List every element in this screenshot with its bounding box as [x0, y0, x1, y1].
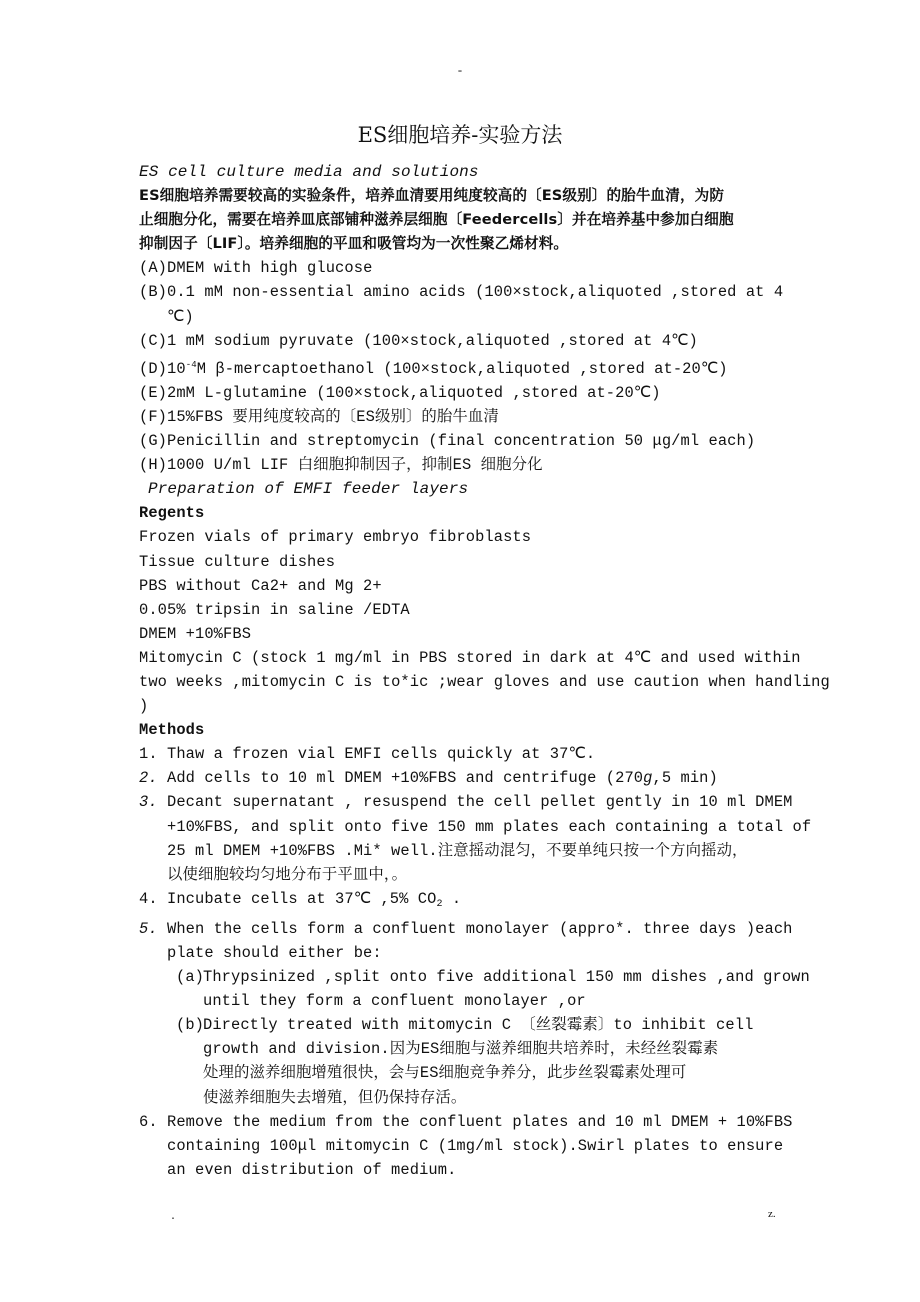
- method-step-2: 2. Add cells to 10 ml DMEM +10%FBS and centrifuge (270g,5 min): [139, 769, 718, 788]
- media-item-b: (B)0.1 mM non-essential amino acids (100×stock,aliquoted ,stored at 4: [139, 283, 784, 302]
- section-heading-feeder: Preparation of EMFI feeder layers: [148, 480, 469, 499]
- header-mark: -: [456, 64, 464, 78]
- methods-heading: Methods: [139, 721, 205, 740]
- media-item-g: (G)Penicillin and streptomycin (final concentration 50 μg/ml each): [139, 432, 756, 451]
- mitomycin-note: Mitomycin C (stock 1 mg/ml in PBS stored in dark at 4℃ and used within: [139, 648, 801, 667]
- mitomycin-note: two weeks ,mitomycin C is to*ic ;wear gloves and use caution when handling: [139, 672, 830, 691]
- method-step-5b-cont: 处理的滋养细胞增殖很快，会与ES细胞竞争养分，此步丝裂霉素处理可: [203, 1064, 687, 1083]
- method-step-6-cont: containing 100μl mitomycin C (1mg/ml stock).Swirl plates to ensure: [167, 1136, 784, 1155]
- method-step-3: 3. Decant supernatant , resuspend the cell pellet gently in 10 ml DMEM: [139, 793, 793, 812]
- method-step-4: 4. Incubate cells at 37℃ ,5% $CO_2$ .: [139, 889, 462, 910]
- method-step-5-cont: plate should either be:: [167, 944, 382, 962]
- document-body: [139, 160, 830, 1182]
- media-item-d: $(D)10^{-4}M$ β-mercaptoethanol (100×stock,aliquoted ,stored at-20℃): [139, 359, 728, 378]
- method-step-3-cont: 25 ml DMEM +10%FBS .Mi* well.注意摇动混匀，不要单纯只按一个方向摇动，: [167, 841, 748, 860]
- footer-left-mark: .: [170, 1212, 177, 1223]
- footer-right-mark: z.: [768, 1208, 776, 1220]
- media-item-a: (A)DMEM with high glucose: [139, 259, 373, 278]
- method-step-6-cont: an even distribution of medium.: [167, 1160, 457, 1179]
- method-step-5a-cont: until they form a confluent monolayer ,or: [203, 992, 586, 1011]
- section-heading-media: ES cell culture media and solutions: [139, 163, 479, 181]
- regent-item: Frozen vials of primary embryo fibroblasts: [139, 528, 532, 547]
- method-step-5b-cont: growth and division.因为ES细胞与滋养细胞共培养时，未经丝裂霉素: [203, 1040, 719, 1059]
- method-step-3-cont: 以使细胞较均匀地分布于平皿中，。: [167, 865, 408, 884]
- page-title: ES细胞培养-实验方法: [357, 123, 563, 147]
- regent-item: DMEM +10%FBS: [139, 624, 252, 643]
- media-item-f: (F)15%FBS 要用纯度较高的〔ES级别〕的胎牛血清: [139, 407, 499, 426]
- method-step-5: 5. When the cells form a confluent monolayer (appro*. three days )each: [139, 919, 793, 938]
- regent-item: PBS without Ca2+ and Mg 2+: [139, 576, 382, 595]
- media-item-b-cont: ℃): [167, 307, 194, 326]
- intro-line: 抑制因子〔LIF〕。培养细胞的平皿和吸管均为一次性聚乙烯材料。: [139, 235, 569, 253]
- regent-item: 0.05% tripsin in saline /EDTA: [139, 600, 410, 619]
- method-step-3-cont: +10%FBS, and split onto five 150 mm plates each containing a total of: [167, 817, 812, 836]
- regent-item: Tissue culture dishes: [139, 552, 336, 571]
- method-step-5b-cont: 使滋养细胞失去增殖，但仍保持存活。: [203, 1088, 467, 1107]
- media-item-h: (H)1000 U/ml LIF 白细胞抑制因子，抑制ES 细胞分化: [139, 456, 543, 475]
- regents-heading: Regents: [139, 504, 205, 523]
- intro-line: 止细胞分化，需要在培养皿底部铺种滋养层细胞〔Feedercells〕并在培养基中参加白细胞: [139, 211, 734, 229]
- media-item-e: (E)2mM L-glutamine (100×stock,aliquoted ,stored at-20℃): [139, 383, 661, 402]
- media-item-c: (C)1 mM sodium pyruvate (100×stock,aliquoted ,stored at 4℃): [139, 331, 698, 350]
- method-step-5b: (b)Directly treated with mitomycin C 〔丝裂霉素〕to inhibit cell: [176, 1016, 754, 1035]
- intro-line: ES细胞培养需要较高的实验条件，培养血清要用纯度较高的〔ES级别〕的胎牛血清，为防: [139, 187, 725, 205]
- method-step-1: 1. Thaw a frozen vial EMFI cells quickly at 37℃.: [139, 745, 596, 764]
- mitomycin-note: ): [139, 697, 149, 716]
- method-step-6: 6. Remove the medium from the confluent plates and 10 ml DMEM + 10%FBS: [139, 1112, 793, 1131]
- method-step-5a: (a)Thrypsinized ,split onto five additional 150 mm dishes ,and grown: [176, 968, 810, 987]
